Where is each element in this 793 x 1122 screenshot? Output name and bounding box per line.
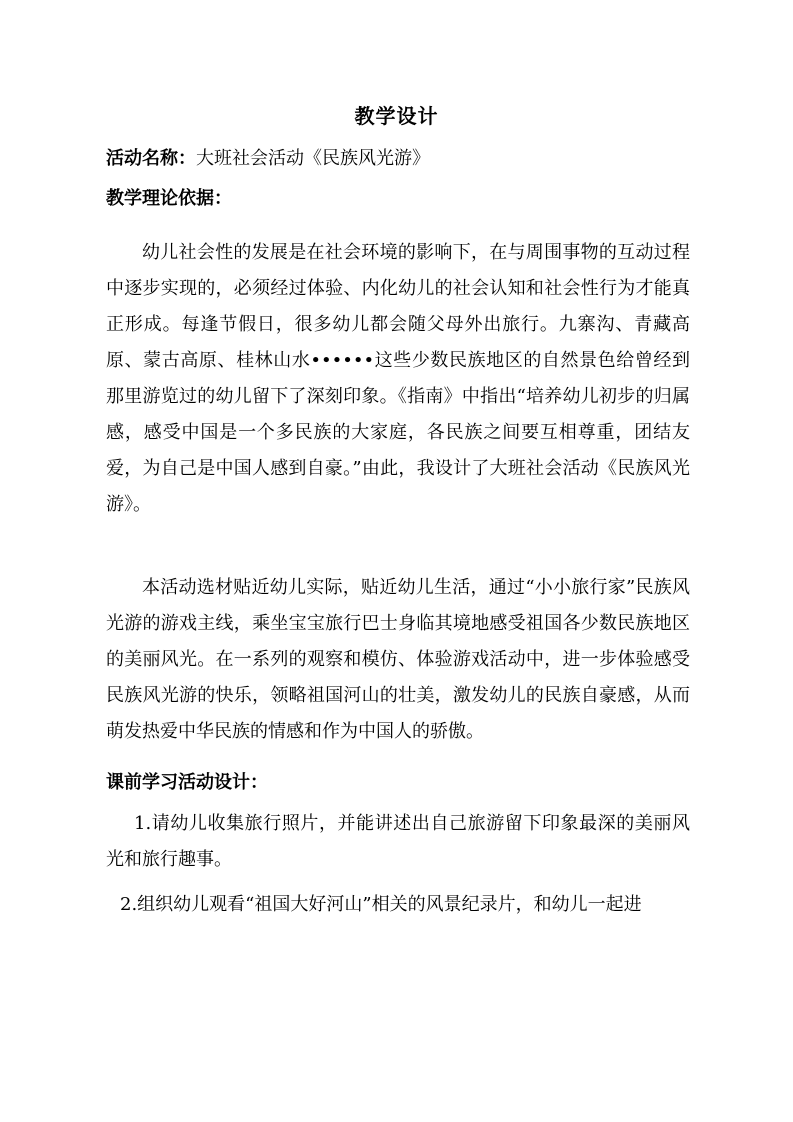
theory-heading: 教学理论依据：: [106, 188, 232, 209]
activity-name-line: [106, 146, 430, 172]
theory-paragraph-1: 幼儿社会性的发展是在社会环境的影响下，在与周围事物的互动过程中逐步实现的，必须经过体验、内化幼儿的社会认知和社会性行为才能真正形成。每逢节假日，很多幼儿都会随父母外出旅行。九寨沟、青藏高原、蒙古高原、桂林山水••••••这些少数民族地区的自然景色给曾经到那里游览过的幼儿留下了深刻印象。《指南》中指出“培养幼儿初步的归属感，感受中国是一个多民族的大家庭，各民族之间要互相尊重，团结友爱，为自己是中国人感到自豪。”由此，我设计了大班社会活动《民族风光游》。: [106, 242, 690, 515]
activity-name-label: 活动名称：: [106, 148, 196, 169]
document-title: 教学设计: [354, 104, 439, 128]
activity-name-value: 大班社会活动《民族风光游》: [196, 148, 430, 169]
theory-paragraph-2: 本活动选材贴近幼儿实际，贴近幼儿生活，通过“小小旅行家”民族风光游的游戏主线，乘坐宝宝旅行巴士身临其境地感受祖国各少数民族地区的美丽风光。在一系列的观察和模仿、体验游戏活动中，进一步体验感受民族风光游的快乐，领略祖国河山的壮美，激发幼儿的民族自豪感，从而萌发热爱中华民族的情感和作为中国人的骄傲。: [106, 577, 690, 742]
prelearning-item-2: 2.组织幼儿观看“祖国大好河山”相关的风景纪录片，和幼儿一起进: [120, 894, 642, 915]
prelearning-heading: 课前学习活动设计：: [106, 772, 268, 793]
prelearning-item-1: 1.请幼儿收集旅行照片，并能讲述出自己旅游留下印象最深的美丽风光和旅行趣事。: [106, 813, 690, 870]
